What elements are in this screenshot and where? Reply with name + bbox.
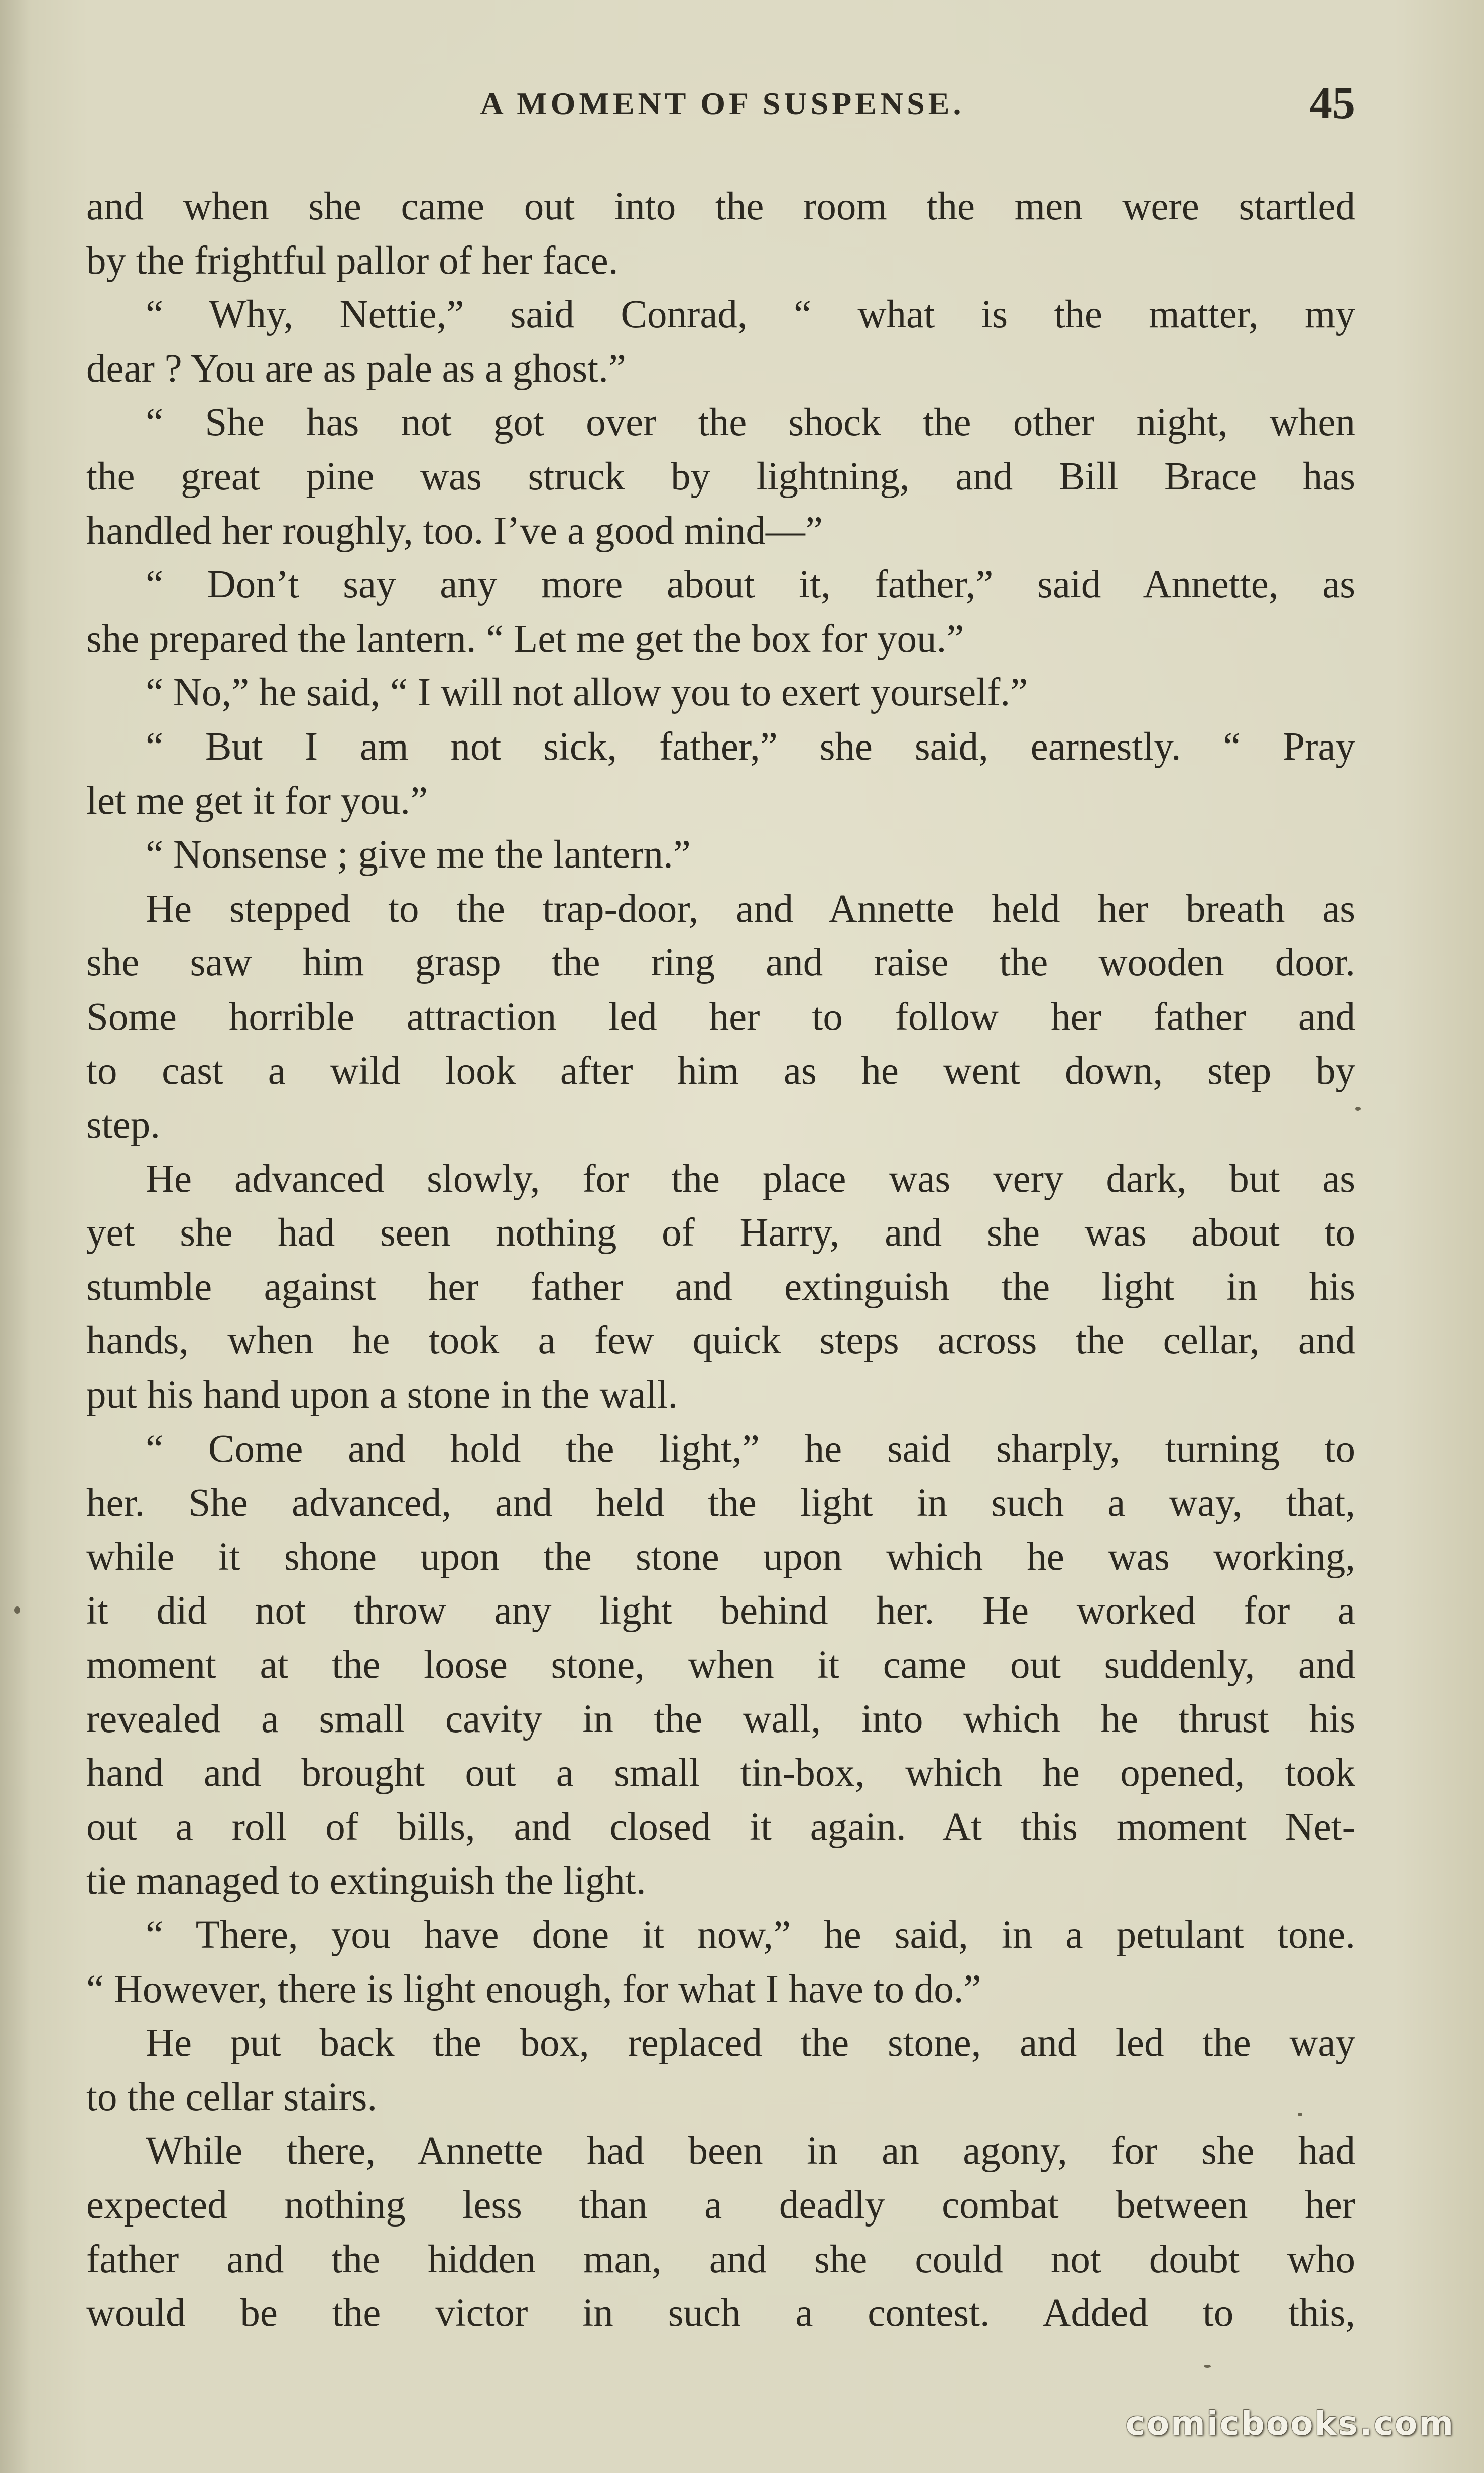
text-line: while it shone upon the stone upon which he was working, xyxy=(86,1535,1355,1579)
text-line: tie managed to extinguish the light. xyxy=(86,1859,646,1903)
text-line: handled her roughly, too. I’ve a good mind—” xyxy=(86,509,823,553)
page-gutter-shadow xyxy=(0,0,30,2473)
text-line: father and the hidden man, and she could not doubt who xyxy=(86,2237,1355,2281)
text-line: “ There, you have done it now,” he said, in a petulant tone. xyxy=(146,1913,1355,1957)
text-line: “ Nonsense ; give me the lantern.” xyxy=(146,833,691,877)
text-line: let me get it for you.” xyxy=(86,779,428,823)
paper-speck xyxy=(1298,2113,1302,2116)
text-line: she saw him grasp the ring and raise the wooden door. xyxy=(86,941,1355,985)
text-line: While there, Annette had been in an agony, for she had xyxy=(146,2129,1355,2173)
text-line: yet she had seen nothing of Harry, and she was about to xyxy=(86,1211,1355,1255)
text-line: He advanced slowly, for the place was very dark, but as xyxy=(146,1157,1355,1201)
page-header xyxy=(89,75,1355,136)
text-line: “ But I am not sick, father,” she said, earnestly. “ Pray xyxy=(146,724,1355,769)
text-line: out a roll of bills, and closed it again. At this moment Net- xyxy=(86,1805,1355,1849)
text-line: “ Come and hold the light,” he said sharply, turning to xyxy=(146,1427,1355,1471)
text-line: He stepped to the trap-door, and Annette held her breath as xyxy=(146,887,1355,931)
text-line: step. xyxy=(86,1103,161,1147)
text-line: hands, when he took a few quick steps across the cellar, and xyxy=(86,1319,1355,1363)
running-head: A MOMENT OF SUSPENSE. xyxy=(480,86,965,121)
body-text xyxy=(86,180,1355,2340)
text-line: put his hand upon a stone in the wall. xyxy=(86,1373,678,1417)
paper-speck xyxy=(1204,2365,1211,2368)
text-line: it did not throw any light behind her. He worked for a xyxy=(86,1589,1355,1633)
text-line: she prepared the lantern. “ Let me get the box for you.” xyxy=(86,616,964,661)
text-line: to cast a wild look after him as he went down, step by xyxy=(86,1049,1355,1093)
text-line: “ However, there is light enough, for what I have to do.” xyxy=(86,1967,981,2011)
text-line: “ She has not got over the shock the other night, when xyxy=(146,401,1355,445)
text-line: her. She advanced, and held the light in such a way, that, xyxy=(86,1481,1355,1525)
text-line: stumble against her father and extinguish the light in his xyxy=(86,1265,1355,1309)
text-line: hand and brought out a small tin-box, which he opened, took xyxy=(86,1751,1355,1795)
page-number: 45 xyxy=(1309,77,1355,129)
text-line: moment at the loose stone, when it came out suddenly, and xyxy=(86,1643,1355,1687)
text-line: would be the victor in such a contest. Added to this, xyxy=(86,2291,1355,2335)
text-line: “ No,” he said, “ I will not allow you to exert yourself.” xyxy=(146,671,1028,715)
paper-speck xyxy=(1355,1107,1361,1111)
paper-speck xyxy=(14,1606,20,1614)
text-line: “ Why, Nettie,” said Conrad, “ what is the matter, my xyxy=(146,293,1355,337)
text-line: revealed a small cavity in the wall, into which he thrust his xyxy=(86,1697,1355,1741)
text-line: “ Don’t say any more about it, father,” said Annette, as xyxy=(146,563,1355,607)
text-line: to the cellar stairs. xyxy=(86,2075,378,2119)
text-line: and when she came out into the room the men were startled xyxy=(86,185,1355,228)
text-line: the great pine was struck by lightning, and Bill Brace has xyxy=(86,454,1355,499)
text-line: dear ? You are as pale as a ghost.” xyxy=(86,346,626,391)
text-line: by the frightful pallor of her face. xyxy=(86,238,619,283)
text-line: Some horrible attraction led her to follow her father and xyxy=(86,995,1355,1039)
site-watermark: comicbooks.com xyxy=(1125,2404,1455,2443)
text-line: expected nothing less than a deadly combat between her xyxy=(86,2183,1355,2227)
text-line: He put back the box, replaced the stone, and led the way xyxy=(146,2021,1355,2065)
